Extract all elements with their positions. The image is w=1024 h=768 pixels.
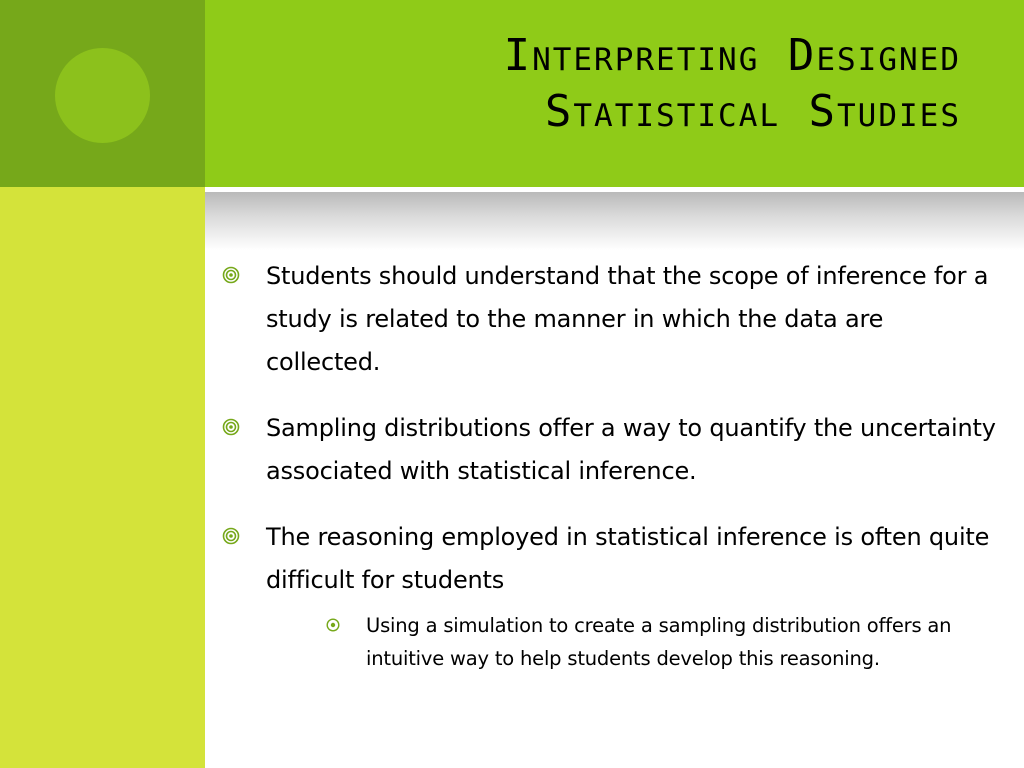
target-bullet-icon — [222, 418, 240, 436]
slide-title-line-1: Interpreting Designed — [503, 30, 961, 81]
bullet-item — [218, 407, 998, 493]
circle-dot-bullet-icon — [326, 618, 340, 632]
bullet-text: Sampling distributions offer a way to quantify the uncertainty associated with statistical inference. — [266, 414, 996, 485]
corner-block — [0, 0, 205, 187]
slide-body — [218, 255, 998, 698]
sub-bullet-item — [266, 609, 998, 675]
target-bullet-icon — [222, 266, 240, 284]
bullet-text: The reasoning employed in statistical inference is often quite difficult for students — [266, 523, 990, 594]
slide-title-line-2: Statistical Studies — [544, 86, 961, 137]
bullet-item — [218, 516, 998, 675]
title-shadow — [205, 192, 1024, 250]
bullet-text: Students should understand that the scope of inference for a study is related to the manner in which the data are collected. — [266, 262, 989, 376]
target-bullet-icon — [222, 527, 240, 545]
bullet-item — [218, 255, 998, 384]
left-accent-bar — [0, 187, 205, 768]
decorative-circle-icon — [55, 48, 150, 143]
slide-title — [241, 28, 961, 140]
sub-bullet-text: Using a simulation to create a sampling distribution offers an intuitive way to help students develop this reasoning. — [366, 614, 952, 670]
